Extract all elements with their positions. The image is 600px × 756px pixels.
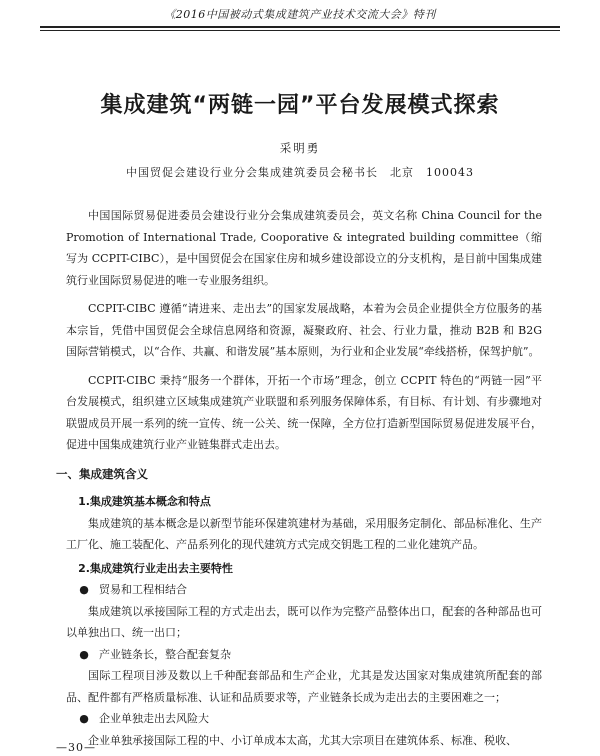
journal-header: 《2016中国被动式集成建筑产业技术交流大会》特刊	[164, 8, 436, 21]
section-heading-1: 一、集成建筑含义	[56, 466, 148, 481]
bullet-text: 集成建筑以承接国际工程的方式走出去，既可以作为完整产品整体出口，配套的各种部品也可以单独出口、统一出口；	[66, 604, 542, 639]
header-rule	[40, 26, 560, 31]
bullet-text: 国际工程项目涉及数以上千种配套部品和生产企业，尤其是发达国家对集成建筑所配套的部品、配件都有严格质量标准、认证和品质要求等，产业链条长成为走出去的主要困难之一；	[66, 669, 542, 704]
bullet-label: 贸易和工程相结合	[98, 583, 187, 596]
bullet-item	[66, 708, 542, 730]
bullet-dot-icon: ●	[79, 647, 89, 661]
bullet-label: 产业链条长，整合配套复杂	[98, 647, 231, 661]
subsection-1-text: 集成建筑的基本概念是以新型节能环保建筑建材为基础，采用服务定制化、部品标准化、生产工厂化、施工装配化、产品系列化的现代建筑方式完成交钥匙工程的二业化建筑产品。	[66, 516, 542, 551]
subsection-heading-2: 2.集成建筑行业走出去主要特性	[78, 561, 233, 575]
bullet-label: 企业单独走出去风险大	[98, 712, 209, 725]
article-title: 集成建筑“两链一园”平台发展模式探索	[100, 93, 500, 118]
article-body	[56, 205, 542, 751]
paragraph-strategy: CCPIT-CIBC 遵循“请进来、走出去”的国家发展战略，本着为会员企业提供全方位服务的基本宗旨，凭借中国贸促会全球信息网络和资源，凝聚政府、社会、行业力量，推动 B2B 和 B2G 国际营销模式，以“合作、共赢、和谐发展”基本原则，为行业和企业发展“牵线搭桥，保驾护航”。	[66, 302, 542, 358]
bullet-text: 企业单独承接国际工程的中、小订单成本太高，尤其大宗项目在建筑体系、标准、税收、	[88, 733, 517, 747]
subsection-heading-1: 1.集成建筑基本概念和特点	[78, 495, 211, 508]
bullet-item	[66, 579, 542, 601]
bullet-dot-icon: ●	[79, 583, 89, 596]
article-author: 采明勇	[279, 141, 321, 155]
author-affiliation: 中国贸促会建设行业分会集成建筑委员会秘书长 北京 100043	[126, 166, 474, 179]
bullet-item	[66, 644, 542, 666]
page-number: —30—	[56, 741, 96, 754]
paragraph-intro: 中国国际贸易促进委员会建设行业分会集成建筑委员会，英文名称 China Council for the Promotion of International Trade, Cooporative & integrated building committee（缩写为 CCPIT-CIBC），是中国贸促会在国家住房和城乡建设部设立的分支机构，是目前中国集成建筑行业国际贸易促进的唯一专业服务组织。	[66, 209, 542, 287]
bullet-dot-icon: ●	[79, 712, 89, 725]
paragraph-model: CCPIT-CIBC 秉持“服务一个群体，开拓一个市场”理念，创立 CCPIT 特色的“两链一园”平台发展模式，组织建立区域集成建筑产业联盟和系列服务保障体系，有目标、有计划、有步骤地对联盟成员开展一系列的统一宣传、统一公关、统一保障，全方位打造新型国际贸易促进发展平台，促进中国集成建筑行业产业链集群式走出去。	[66, 373, 542, 451]
